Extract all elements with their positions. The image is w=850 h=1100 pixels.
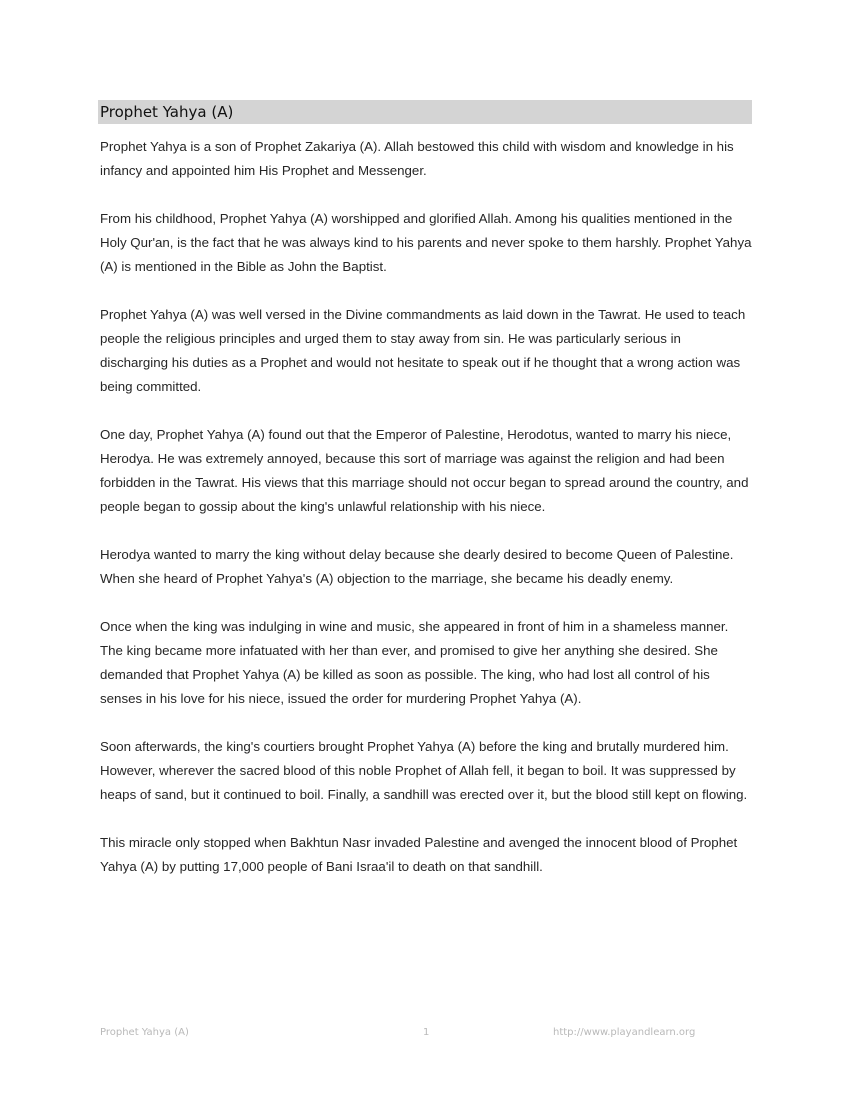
paragraph: Prophet Yahya (A) was well versed in the Divine commandments as laid down in the Tawrat. He used to teach people the religious principles and urged them to stay away from sin. He was particularly serious in discharging his duties as a Prophet and would not hesitate to speak out if he thought that a wrong action was being committed. <box>100 307 746 394</box>
page-number: 1 <box>423 1027 430 1038</box>
paragraph: Herodya wanted to marry the king without delay because she dearly desired to become Queen of Palestine. When she heard of Prophet Yahya's (A) objection to the marriage, she became his deadly enemy. <box>100 547 734 586</box>
footer-title: Prophet Yahya (A) <box>100 1027 189 1038</box>
paragraph: One day, Prophet Yahya (A) found out that the Emperor of Palestine, Herodotus, wanted to marry his niece, Herodya. He was extremely annoyed, because this sort of marriage was against the religion and had been forbidden in the Tawrat. His views that this marriage should not occur began to spread around the country, and people began to gossip about the king's unlawful relationship with his niece. <box>100 427 749 514</box>
paragraph: This miracle only stopped when Bakhtun Nasr invaded Palestine and avenged the innocent blood of Prophet Yahya (A) by putting 17,000 people of Bani Israa'il to death on that sandhill. <box>100 835 738 874</box>
paragraph: Once when the king was indulging in wine and music, she appeared in front of him in a shameless manner. The king became more infatuated with her than ever, and promised to give her anything she desired. She demanded that Prophet Yahya (A) be killed as soon as possible. The king, who had lost all control of his senses in his love for his niece, issued the order for murdering Prophet Yahya (A). <box>100 619 729 706</box>
footer-url: http://www.playandlearn.org <box>553 1027 696 1038</box>
title-bar <box>98 100 752 124</box>
page-title: Prophet Yahya (A) <box>100 103 234 121</box>
article-body <box>100 135 752 903</box>
page-footer <box>0 1026 850 1040</box>
paragraph: Prophet Yahya is a son of Prophet Zakariya (A). Allah bestowed this child with wisdom and knowledge in his infancy and appointed him His Prophet and Messenger. <box>100 139 734 178</box>
paragraph: Soon afterwards, the king's courtiers brought Prophet Yahya (A) before the king and brutally murdered him. However, wherever the sacred blood of this noble Prophet of Allah fell, it began to boil. It was suppressed by heaps of sand, but it continued to boil. Finally, a sandhill was erected over it, but the blood still kept on flowing. <box>100 739 748 802</box>
paragraph: From his childhood, Prophet Yahya (A) worshipped and glorified Allah. Among his qualities mentioned in the Holy Qur'an, is the fact that he was always kind to his parents and never spoke to them harshly. Prophet Yahya (A) is mentioned in the Bible as John the Baptist. <box>100 211 752 274</box>
